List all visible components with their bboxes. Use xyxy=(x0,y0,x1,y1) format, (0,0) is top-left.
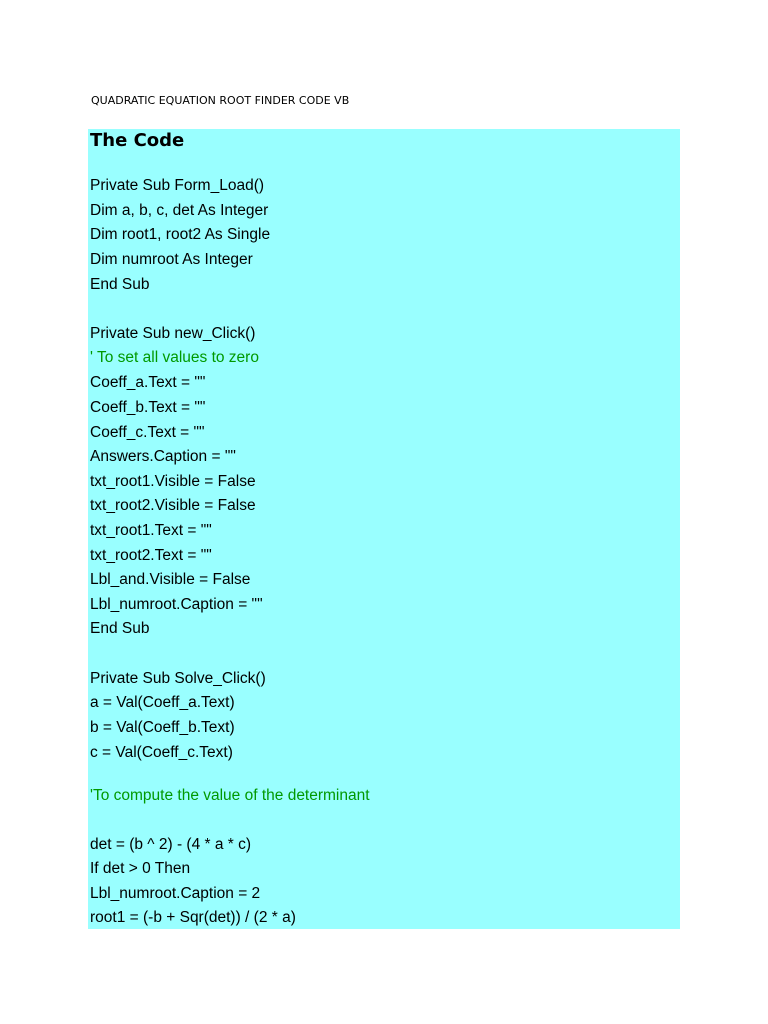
code-line: Dim root1, root2 As Single xyxy=(90,226,271,243)
code-line: Answers.Caption = "" xyxy=(90,448,236,465)
code-line: Lbl_numroot.Caption = 2 xyxy=(90,885,261,902)
code-line: Coeff_c.Text = "" xyxy=(90,424,205,441)
code-line: Lbl_numroot.Caption = "" xyxy=(90,596,263,613)
code-comment: 'To compute the value of the determinant xyxy=(90,787,370,804)
code-block xyxy=(88,129,680,929)
code-line: Lbl_and.Visible = False xyxy=(90,571,251,588)
code-line: Private Sub new_Click() xyxy=(90,325,256,342)
code-heading: The Code xyxy=(90,130,185,151)
code-line: Coeff_a.Text = "" xyxy=(90,374,206,391)
code-comment: ' To set all values to zero xyxy=(90,349,259,366)
code-line: Dim numroot As Integer xyxy=(90,251,253,268)
code-line: txt_root2.Visible = False xyxy=(90,497,256,514)
code-line: b = Val(Coeff_b.Text) xyxy=(90,719,235,736)
code-line: txt_root2.Text = "" xyxy=(90,547,212,564)
code-line: Private Sub Solve_Click() xyxy=(90,670,266,687)
code-line: Coeff_b.Text = "" xyxy=(90,399,206,416)
code-line: root1 = (-b + Sqr(det)) / (2 * a) xyxy=(90,909,296,926)
code-line: txt_root1.Visible = False xyxy=(90,473,256,490)
document-title: QUADRATIC EQUATION ROOT FINDER CODE VB xyxy=(91,94,350,107)
code-line: Dim a, b, c, det As Integer xyxy=(90,202,269,219)
code-line: End Sub xyxy=(90,276,150,293)
code-line: a = Val(Coeff_a.Text) xyxy=(90,694,235,711)
code-line: txt_root1.Text = "" xyxy=(90,522,212,539)
code-line: End Sub xyxy=(90,620,150,637)
code-line: c = Val(Coeff_c.Text) xyxy=(90,744,233,761)
code-line: det = (b ^ 2) - (4 * a * c) xyxy=(90,836,252,853)
code-line: Private Sub Form_Load() xyxy=(90,177,265,194)
code-line: If det > 0 Then xyxy=(90,860,191,877)
